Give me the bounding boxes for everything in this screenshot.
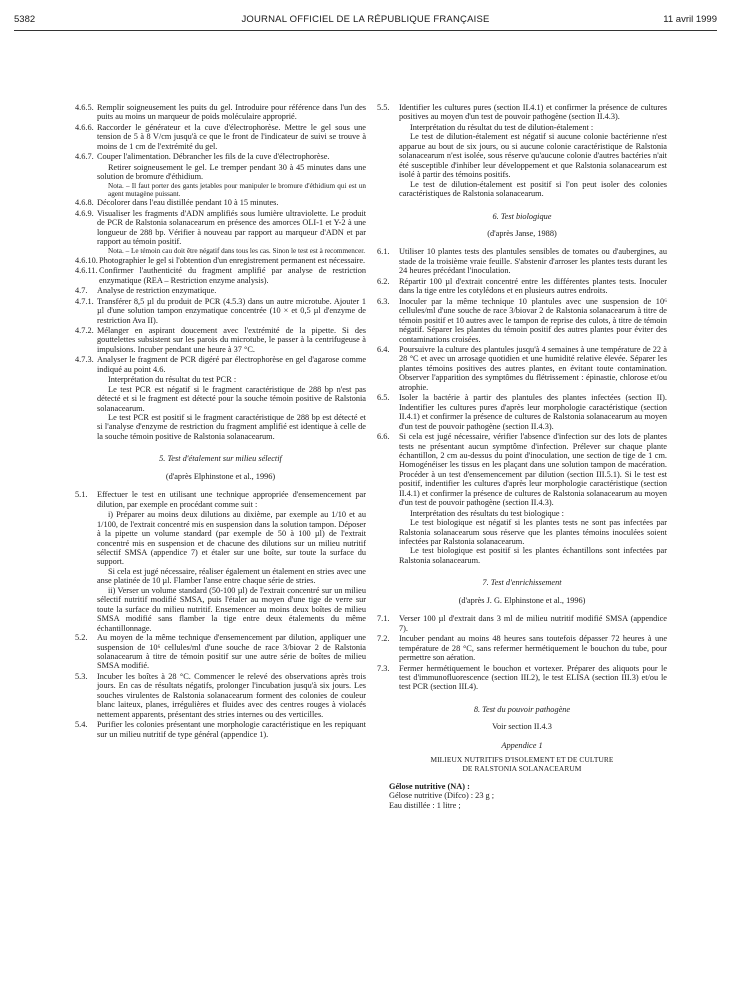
section-4-6-9: 4.6.9. Visualiser les fragments d'ADN amplifiés sous lumière ultraviolette. Le produit de PCR de Ralstonia solanacearum en présence des amorces OLI-1 et Y-2 à une longueur de 288 bp. Vérifier à nouveau par rapport au marqueur d'ADN et par rapport au témoin positif.: [75, 208, 366, 247]
section-5-1: 5.1. Effectuer le test en utilisant une technique appropriée d'ensemencement par dilution, par exemple en procédant comme suit :: [75, 490, 366, 509]
appendix-title: Appendice 1: [501, 740, 543, 750]
section-7-1: 7.1. Verser 100 µl d'extrait dans 3 ml de milieu nutritif modifié SMSA (appendice 7).: [377, 614, 667, 633]
medium-name: Gélose nutritive (NA) :: [389, 781, 470, 791]
section-4-6-11: 4.6.11. Confirmer l'authenticité du fragment amplifié par analyse de restriction enzymatique (REA – Restriction enzyme analysis).: [75, 266, 366, 285]
section-4-7-3: 4.7.3. Analyser le fragment de PCR digéré par électrophorèse en gel d'agarose comme indiqué au point 4.6.: [75, 355, 366, 374]
section-6-5: 6.5. Isoler la bactérie à partir des plantules des plantes infectées (section II). Indentifier les cultures pures d'après leur morphologie caractéristique (section II.4.1) et confirmer la présence de cultures de Ralstonia solanacearum au moyen d'un test de pouvoir pathogène (section II.4.3).: [377, 393, 667, 431]
paragraph: Le test de dilution-étalement est négatif si aucune colonie bactérienne n'est apparue au bout de six jours, ou si aucune colonie caractéristique de Ralstonia solanacearum n'est isolée, sous réserve qu'aucune colonie d'autres bactéries n'ait été susceptible d'inhiber leur développement et que Ralstonia solanacearum est isolé à partir des témoins positifs.: [399, 132, 667, 180]
paragraph: Le test PCR est positif si le fragment caractéristique de 288 bp est détecté et si l'analyse d'enzyme de restriction du fragment amplifié est identique à celle de la souche témoin positive de Ralstonia solanacearum.: [97, 413, 366, 441]
section-source: (d'après Janse, 1988): [487, 228, 557, 238]
paragraph: Si cela est jugé nécessaire, réaliser également un étalement en stries avec une anse platinée de 10 µl. Flamber l'anse entre chaque série de stries.: [97, 566, 366, 586]
journal-title: JOURNAL OFFICIEL DE LA RÉPUBLIQUE FRANÇAISE: [241, 14, 490, 25]
note: Nota. – Le témoin cau doit être négatif dans tous les cas. Sinon le test est à recommencer.: [108, 247, 366, 256]
paragraph: Le test biologique est négatif si les plantes tests ne sont pas infectées par Ralstonia solanacearum sous réserve que les plantes témoins inoculées soient infectées par Ralstonia solanacearum.: [399, 518, 667, 547]
section-4-6-5: 4.6.5. Remplir soigneusement les puits du gel. Introduire pour référence dans l'un des puits au moins un marqueur de poids moléculaire approprié.: [75, 103, 366, 122]
issue-date: 11 avril 1999: [663, 14, 717, 25]
section-4-6-10: 4.6.10. Photographier le gel si l'obtention d'un enregistrement permanent est nécessaire.: [75, 255, 366, 265]
ingredient-line: Eau distillée : 1 litre ;: [389, 800, 461, 810]
section-4-7: 4.7. Analyse de restriction enzymatique.: [75, 286, 217, 296]
paragraph: i) Préparer au moins deux dilutions au dixième, par exemple au 1/10 et au 1/100, de l'extrait concentré mis en suspension dans la solution tampon. Déposer à la pipette un volume standard (par exemple de 50 à 100 µl) de l'extrait concentré mis en suspension et de chacune des dilutions sur un milieu nutritif sélectif SMSA (appendice 7) et étaler sur une boîte, sur toute la surface du support.: [97, 510, 366, 567]
right-column: [377, 103, 667, 810]
note: Nota. – Il faut porter des gants jetables pour manipuler le bromure d'éthidium qui est un agent mutagène puissant.: [108, 181, 366, 198]
section-5-4: 5.4. Purifier les colonies présentant une morphologie caractéristique en les repiquant sur un milieu nutritif de type général (appendice 1).: [75, 720, 366, 739]
paragraph: Interprétation des résultats du test biologique :: [410, 508, 564, 518]
appendix-heading: MILIEUX NUTRITIFS D'ISOLEMENT ET DE CULTURE DE RALSTONIA SOLANACEARUM: [430, 755, 614, 774]
section-4-6-8: 4.6.8. Décolorer dans l'eau distillée pendant 10 à 15 minutes.: [75, 198, 279, 208]
section-source: Voir section II.4.3: [492, 722, 552, 732]
paragraph: ii) Verser un volume standard (50-100 µl) de l'extrait concentré sur un milieu sélectif nutritif modifié SMSA, puis l'étaler au moyen d'une tige de verre sur toute la surface du milieu nutritif. Ensemencer au moins deux boîtes de milieu SMSA modifié sans flamber la tige entre deux étalements du même échantillonnage.: [97, 585, 366, 633]
running-header: [14, 14, 717, 28]
left-column: [75, 103, 366, 740]
section-6-1: 6.1. Utiliser 10 plantes tests des plantules sensibles de tomates ou d'aubergines, au stade de la troisième vraie feuille. S'abstenir d'arroser les plantes tests durant les 24 heures précédant l'inoculation.: [377, 247, 667, 276]
section-7-2: 7.2. Incuber pendant au moins 48 heures sans toutefois dépasser 72 heures à une température de 28 °C, sans refermer hermétiquement le bouchon du tube, pour permettre son aération.: [377, 634, 667, 663]
section-5-3: 5.3. Incuber les boîtes à 28 °C. Commencer le relevé des observations après trois jours. En cas de résultats négatifs, prolonger l'incubation jusqu'à six jours. Les souches virulentes de Ralstonia solanacearum forment des colonies de couleur blanc laiteux, planes, irrégulières et fluides avec des centres rouges à violacés nettement apparents, présentant des stries internes ou des verticilles.: [75, 671, 366, 719]
section-heading: 5. Test d'étalement sur milieu sélectif: [159, 454, 282, 464]
section-4-6-6: 4.6.6. Raccorder le générateur et la cuve d'électrophorèse. Mettre le gel sous une tension de 5 à 8 V/cm jusqu'à ce que le front de l'indicateur de suivi se trouve à moins de 1 cm de l'extrémité du gel.: [75, 122, 366, 151]
section-5-2: 5.2. Au moyen de la même technique d'ensemencement par dilution, appliquer une suspension de 10⁶ cellules/ml d'une souche de race 3/biovar 2 de Ralstonia solanacearum à titre de témoin positif sur une autre série de boîtes de milieu SMSA modifié.: [75, 633, 366, 671]
section-6-6: 6.6. Si cela est jugé nécessaire, vérifier l'absence d'infection sur des lots de plantes tests ne présentant aucun symptôme d'infection. Prélever sur chaque plante échantillon, 2 cm au-dessus du point d'inoculation, une section de tige de 1 cm. Homogénéiser les tissus en les plaçant dans une solution tampon de macération. Procéder à un test d'ensemencement par dilution (section III.5.1). Si le test est positif, indentifier les cultures d'après leur morphologie caractéristique (section II.4.1) et confirmer la présence de cultures de Ralstonia solanacearum au moyen d'un test de pouvoir pathogène (section II.4.3).: [377, 432, 667, 508]
section-heading: 8. Test du pouvoir pathogène: [473, 704, 571, 714]
section-6-3: 6.3. Inoculer par la même technique 10 plantules avec une suspension de 10⁶ cellules/ml d'une souche de race 3/biovar 2 de Ralstonia solanacearum à titre de témoin positif et 10 autres avec le tampon de reprise des culots, à titre de témoin négatif. Séparer les plantes du témoin positif des autres plantes pour éviter des contaminations croisées.: [377, 296, 667, 344]
paragraph: Le test de dilution-étalement est positif si l'on peut isoler des colonies caractéristiques de Ralstonia solanacearum.: [399, 179, 667, 199]
section-6-4: 6.4. Poursuivre la culture des plantules jusqu'à 4 semaines à une température de 22 à 28 °C et avec un arrosage quotidien et une humidité relative élevée. Séparer les plantes témoins positives des autres plantes, en évitant toute contamination. Observer l'apparition des symptômes du flétrissement : épinastie, chlorose et/ou atrophie.: [377, 344, 667, 392]
section-4-7-1: 4.7.1. Transférer 8,5 µl du produit de PCR (4.5.3) dans un autre microtube. Ajouter 1 µl d'une solution tampon enzymatique concentrée (10 × et 0,5 µl d'enzyme de restriction Ava II).: [75, 296, 366, 325]
paragraph: Interprétation du résultat du test PCR :: [108, 375, 237, 385]
ingredient-line: Gélose nutritive (Difco) : 23 g ;: [389, 791, 495, 801]
section-heading: 7. Test d'enrichissement: [482, 578, 562, 588]
paragraph: Le test PCR est négatif si le fragment caractéristique de 288 bp n'est pas détecté et si le fragment est détecté pour la souche témoin positive de Ralstonia solanacearum.: [97, 384, 366, 413]
section-4-6-7: 4.6.7. Couper l'alimentation. Débrancher les fils de la cuve d'électrophorèse.: [75, 152, 330, 162]
paragraph: Le test biologique est positif si les plantes échantillons sont infectées par Ralstonia solanacearum.: [399, 546, 667, 565]
section-source: (d'après J. G. Elphinstone et al., 1996): [458, 595, 586, 605]
section-6-2: 6.2. Répartir 100 µl d'extrait concentré entre les différentes plantes tests. Inoculer dans la tige entre les cotylédons et en plusieurs autres endroits.: [377, 276, 667, 296]
section-7-3: 7.3. Fermer hermétiquement le bouchon et vortexer. Préparer des aliquots pour le test d'immunofluorescence (section III.2), le test ELISA (section III.3) et/ou le test PCR (section III.4).: [377, 663, 667, 692]
section-source: (d'après Elphinstone et al., 1996): [165, 471, 276, 481]
section-heading: 6. Test biologique: [492, 211, 552, 221]
paragraph: Interprétation du résultat du test de dilution-étalement :: [410, 122, 594, 132]
header-rule: [14, 30, 717, 31]
paragraph: Retirer soigneusement le gel. Le tremper pendant 30 à 45 minutes dans une solution de bromure d'éthidium.: [97, 162, 366, 182]
page-number: 5382: [14, 14, 36, 25]
section-5-5: 5.5. Identifier les cultures pures (section II.4.1) et confirmer la présence de cultures positives au moyen d'un test de pouvoir pathogène (section II.4.3).: [377, 103, 667, 122]
section-4-7-2: 4.7.2. Mélanger en aspirant doucement avec l'extrémité de la pipette. Si des gouttelettes subsistent sur les parois du microtube, le passer à la centrifugeuse à impulsions. Incuber pendant une heure à 37 °C.: [75, 325, 366, 354]
